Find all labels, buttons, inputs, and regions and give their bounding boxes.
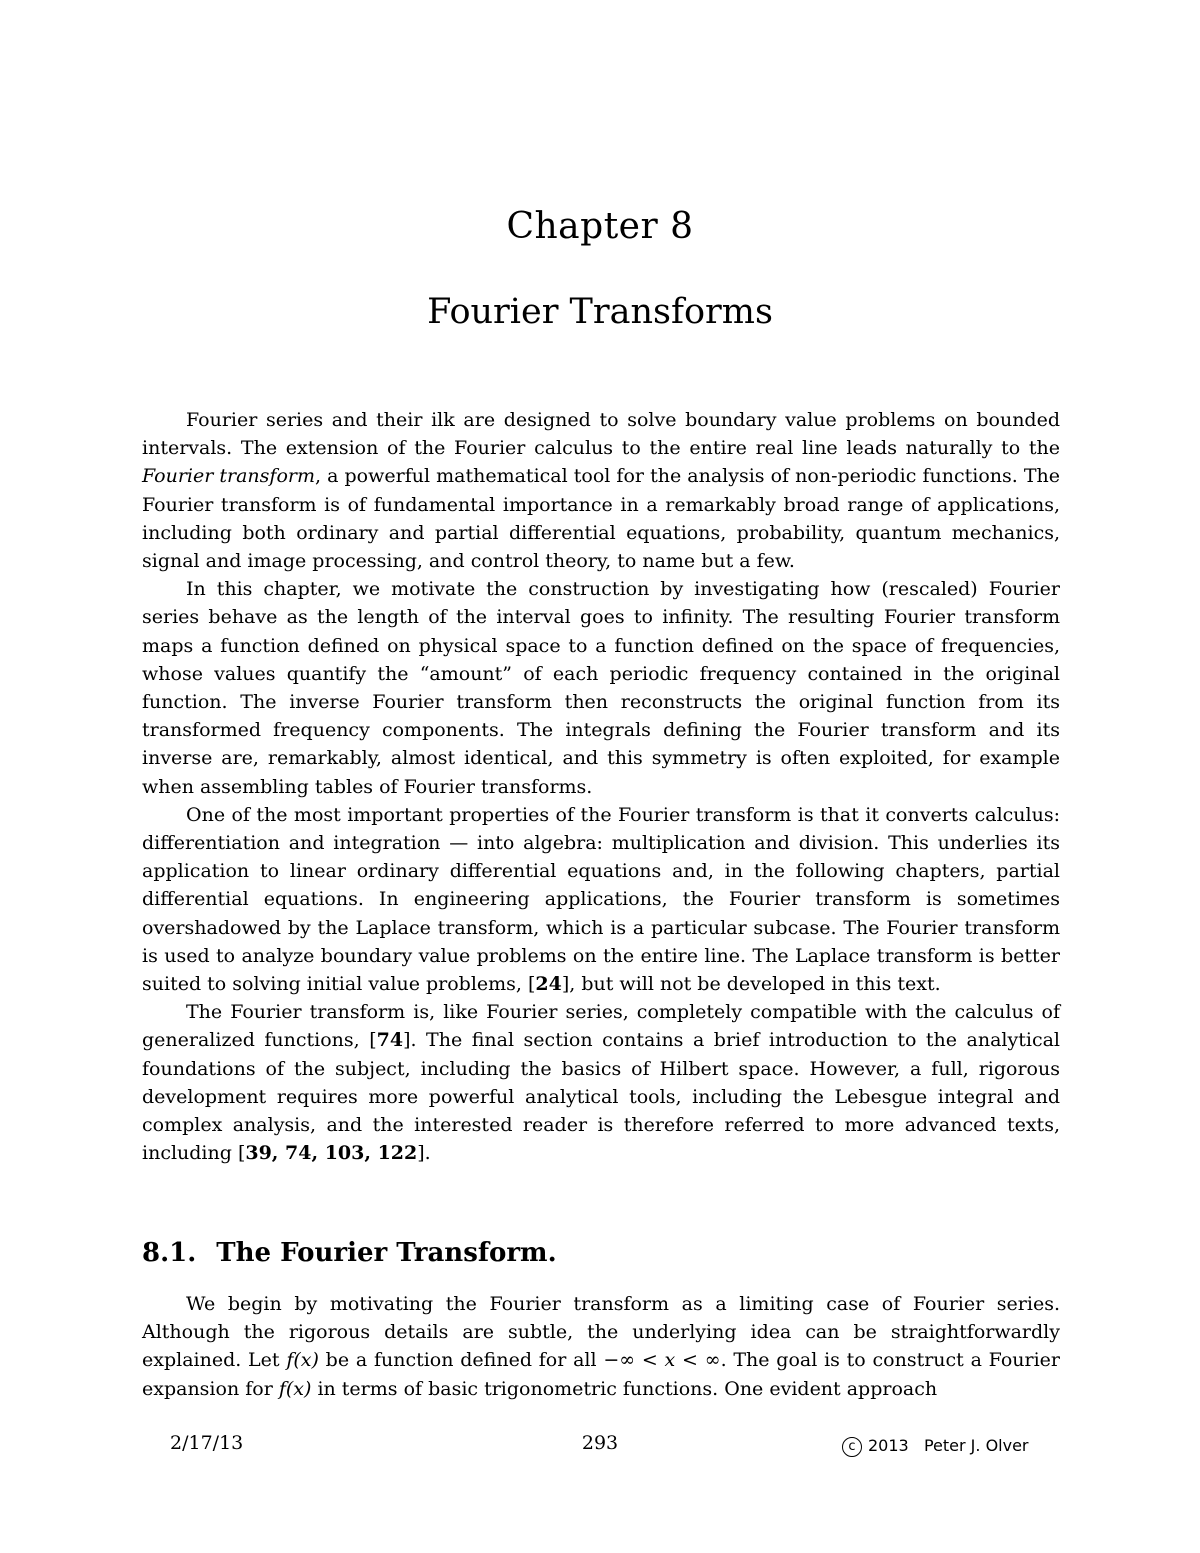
copyright-notice <box>842 1436 1029 1457</box>
math-expression: f(x) <box>286 1349 319 1372</box>
citation: 24 <box>535 973 562 996</box>
text-span: be a function defined for all <box>318 1349 604 1372</box>
page-number: 293 <box>581 1432 619 1454</box>
paragraph <box>142 406 1060 575</box>
section-number: 8.1. <box>142 1238 197 1268</box>
emphasis-term: Fourier transform <box>142 465 315 488</box>
copyright-text: 2013 Peter J. Olver <box>868 1436 1029 1455</box>
math-expression: −∞ < x < ∞ <box>603 1349 721 1372</box>
text-span: The Fourier transform is, like Fourier series, completely compatible with the calculus of generalized functions, [ <box>142 1001 1060 1052</box>
chapter-title: Fourier Transforms <box>427 292 773 332</box>
text-span: Fourier series and their ilk are designed to solve boundary value problems on bounded intervals. The extension of the Fourier calculus to the entire real line leads naturally to the <box>142 409 1060 460</box>
text-span: ], but will not be developed in this text. <box>561 973 941 996</box>
citation: 74 <box>376 1029 404 1052</box>
math-expression: f(x) <box>278 1377 312 1400</box>
citation: 39, 74, 103, 122 <box>245 1142 418 1165</box>
paragraph <box>142 1290 1060 1403</box>
section-text <box>142 1290 1060 1403</box>
footer-date: 2/17/13 <box>170 1432 244 1454</box>
text-span: . The goal is to construct a Fourier expansion for <box>142 1349 1060 1400</box>
text-span: ]. <box>417 1142 431 1165</box>
text-span: , a powerful mathematical tool for the analysis of non-periodic functions. The Fourier transform is of fundamental importance in a remarkably broad range of applications, including both ordinary and partial differential equations, probability, quantum mechanics, signal and image processing, and control theory, to name but a few. <box>142 465 1061 573</box>
text-span: in terms of basic trigonometric functions. One evident approach <box>311 1377 938 1400</box>
text-span: ]. The final section contains a brief introduction to the analytical foundations of the subject, including the basics of Hilbert space. However, a full, rigorous development requires more powerful analytical tools, including the Lebesgue integral and complex analysis, and the interested reader is therefore referred to more advanced texts, including [ <box>142 1029 1060 1165</box>
paragraph: In this chapter, we motivate the construction by investigating how (rescaled) Fourier series behave as the length of the interval goes to infinity. The resulting Fourier transform maps a function defined on physical space to a function defined on the space of frequencies, whose values quantify the “amount” of each periodic frequency contained in the original function. The inverse Fourier transform then reconstructs the original function from its transformed frequency components. The integrals defining the Fourier transform and its inverse are, remarkably, almost identical, and this symmetry is often exploited, for example when assembling tables of Fourier transforms. <box>142 578 1060 798</box>
chapter-label: Chapter 8 <box>506 206 694 247</box>
paragraph <box>142 801 1060 998</box>
section-heading <box>142 1238 557 1268</box>
text-span: We begin by motivating the Fourier transform as a limiting case of Fourier series. Although the rigorous details are subtle, the underlying idea can be straightforwardly explained. Let <box>142 1293 1060 1372</box>
intro-text <box>142 406 1060 1167</box>
section-title: The Fourier Transform. <box>216 1238 557 1268</box>
paragraph <box>142 998 1060 1167</box>
copyright-icon: c <box>842 1437 862 1457</box>
text-span: One of the most important properties of the Fourier transform is that it converts calculus: differentiation and integration — into algebra: multiplication and division. This underlies its application to linear ordinary differential equations and, in the following chapters, partial differential equations. In engineering applications, the Fourier transform is sometimes overshadowed by the Laplace transform, which is a particular subcase. The Fourier transform is used to analyze boundary value problems on the entire line. The Laplace transform is better suited to solving initial value problems, [ <box>142 803 1060 996</box>
